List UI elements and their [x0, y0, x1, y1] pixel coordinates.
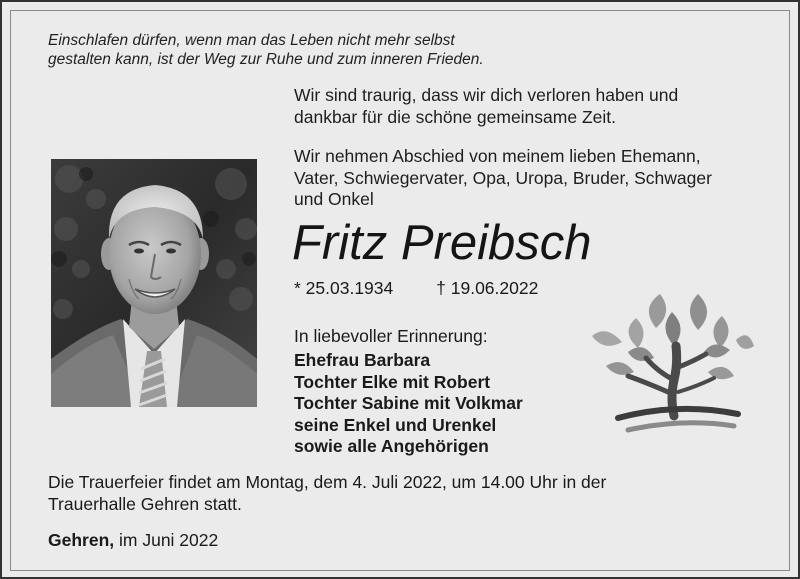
farewell-line: Vater, Schwiegervater, Opa, Uropa, Bruder, Schwager	[294, 167, 712, 188]
life-dates	[294, 278, 538, 299]
mourner-item: seine Enkel und Urenkel	[294, 414, 497, 435]
place-name: Gehren,	[48, 530, 115, 550]
intro-paragraph	[294, 85, 678, 128]
funeral-line: Trauerhalle Gehren statt.	[48, 493, 242, 514]
motto-quote	[48, 31, 484, 69]
farewell-paragraph	[294, 146, 712, 211]
death-date: † 19.06.2022	[436, 278, 539, 298]
deceased-name: Fritz Preibsch	[292, 216, 592, 270]
motto-line: gestalten kann, ist der Weg zur Ruhe und zum inneren Frieden.	[48, 51, 484, 68]
mourner-item: Tochter Sabine mit Volkmar	[294, 393, 523, 413]
intro-line: Wir sind traurig, dass wir dich verloren haben und	[294, 85, 679, 105]
portrait-photo	[51, 159, 257, 407]
mourner-item: Ehefrau Barbara	[294, 350, 431, 370]
memory-label: In liebevoller Erinnerung:	[294, 326, 488, 346]
tree-of-life-icon	[588, 288, 756, 440]
mourners-list	[294, 350, 523, 458]
birth-date: * 25.03.1934	[294, 278, 394, 298]
mourner-item: sowie alle Angehörigen	[294, 436, 489, 456]
closing-date: im Juni 2022	[114, 530, 219, 550]
mourner-item: Tochter Elke mit Robert	[294, 371, 491, 392]
funeral-notice	[48, 472, 606, 515]
place-date-line	[48, 530, 218, 551]
farewell-line: und Onkel	[294, 189, 374, 209]
funeral-line: Die Trauerfeier findet am Montag, dem 4. Juli 2022, um 14.00 Uhr in der	[48, 472, 607, 492]
intro-line: dankbar für die schöne gemeinsame Zeit.	[294, 106, 616, 127]
farewell-line: Wir nehmen Abschied von meinem lieben Ehemann,	[294, 146, 701, 166]
motto-line: Einschlafen dürfen, wenn man das Leben nicht mehr selbst	[48, 32, 455, 49]
